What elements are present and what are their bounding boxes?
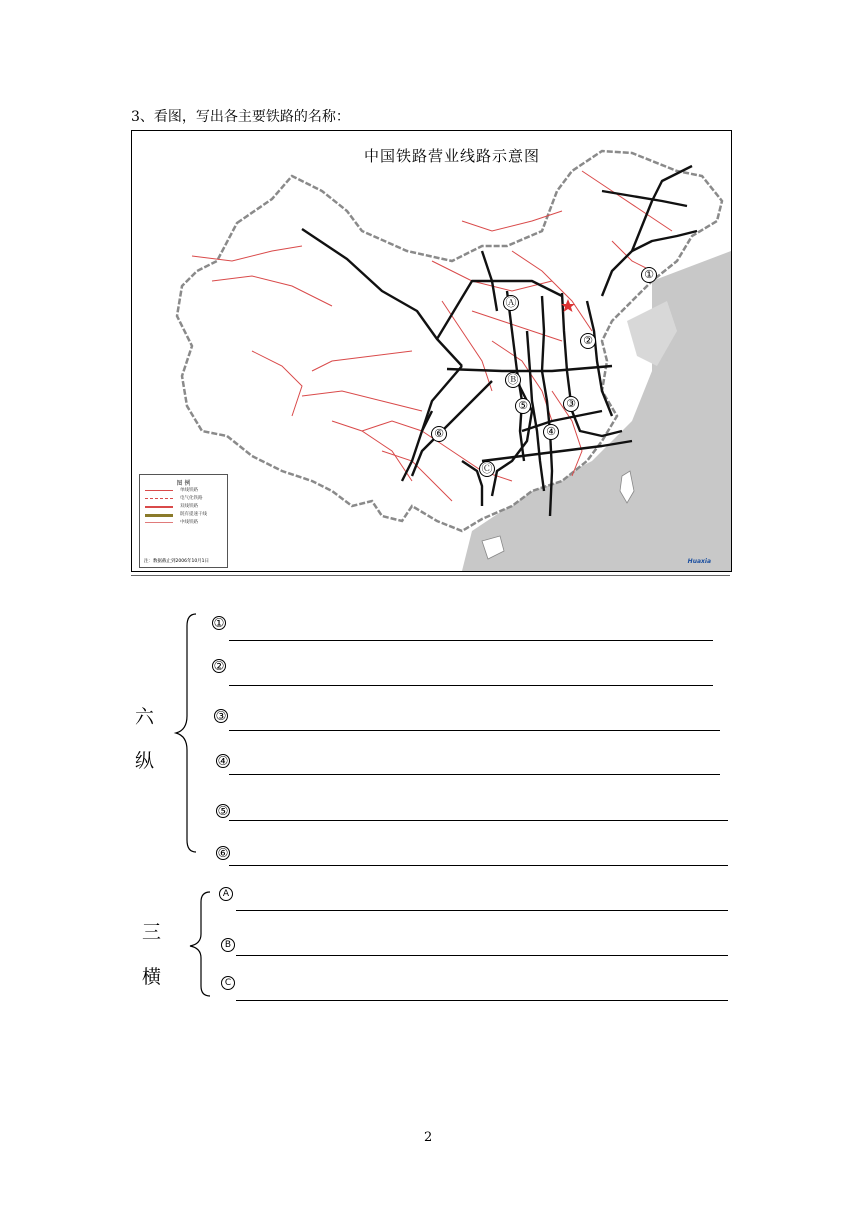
question-text: 3、看图，写出各主要铁路的名称： (131, 109, 350, 125)
legend-label: 双线铁路 (180, 504, 198, 509)
six-vertical-label-bottom: 纵 (135, 750, 155, 772)
marker-vertical-2: ② (580, 333, 596, 349)
railway-map (131, 130, 732, 572)
answer-line[interactable] (229, 820, 728, 821)
marker-vertical-1: ① (641, 267, 657, 283)
marker-vertical-3: ③ (563, 396, 579, 412)
brace-six-vertical (172, 612, 202, 857)
map-legend (139, 474, 228, 568)
answer-number: ② (213, 659, 225, 673)
answer-line[interactable] (229, 865, 728, 866)
answer-number: ③ (215, 709, 227, 723)
answer-number: ① (213, 616, 225, 630)
answer-number: ⑤ (217, 804, 229, 818)
answer-line[interactable] (236, 955, 728, 956)
brace-three-horizontal (186, 890, 216, 998)
answer-line[interactable] (229, 774, 720, 775)
legend-row (140, 503, 227, 511)
marker-horizontal-a: Ⓐ (503, 295, 519, 311)
legend-row (140, 519, 227, 527)
answer-line[interactable] (229, 730, 720, 731)
page-number: 2 (424, 1130, 433, 1145)
marker-vertical-6: ⑥ (431, 426, 447, 442)
marker-vertical-4: ④ (543, 424, 559, 440)
map-title: 中国铁路营业线路示意图 (364, 147, 541, 165)
answer-line[interactable] (236, 1000, 728, 1001)
answer-line[interactable] (229, 685, 713, 686)
legend-label: 既有提速干线 (180, 512, 207, 517)
answer-line[interactable] (236, 910, 728, 911)
map-bottom-rule (131, 575, 730, 576)
marker-vertical-5: ⑤ (515, 398, 531, 414)
legend-label: 中线铁路 (180, 520, 198, 525)
answer-line[interactable] (229, 640, 713, 641)
answer-number: ⑥ (217, 846, 229, 860)
answer-letter: A (219, 887, 233, 901)
six-vertical-label-top: 六 (135, 706, 155, 728)
legend-row (140, 495, 227, 503)
answer-number: ④ (217, 754, 229, 768)
legend-label: 单线铁路 (180, 488, 198, 493)
legend-label: 电气化铁路 (180, 496, 203, 501)
legend-row (140, 511, 227, 519)
three-horizontal-label-bottom: 横 (142, 966, 162, 988)
legend-row (140, 487, 227, 495)
legend-note: 注：数据截止到2006年10月1日 (144, 559, 210, 564)
map-logo: Huaxia (687, 558, 711, 565)
three-horizontal-label-top: 三 (142, 921, 162, 943)
answer-letter: B (221, 938, 235, 952)
answer-letter: C (221, 976, 235, 990)
marker-horizontal-b: Ⓑ (505, 372, 521, 388)
legend-title: 图 例 (176, 480, 191, 487)
marker-horizontal-c: Ⓒ (479, 461, 495, 477)
